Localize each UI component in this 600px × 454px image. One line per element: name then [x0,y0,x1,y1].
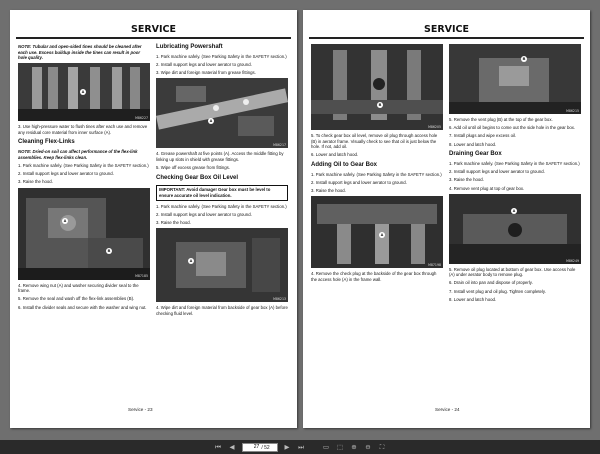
flex-links-note: NOTE: Dried-on soil can affect performance of the flex-link assemblies. Keep flex-links clean. [18,149,138,160]
oil-level-photo [311,44,443,130]
check-step-2: 2. Install support legs and lower aerator to ground. [156,211,252,217]
photo-code: M86249 [566,258,579,263]
flex-links-photo [18,188,150,280]
checking-gear-box-heading: Checking Gear Box Oil Level [156,174,239,181]
drain-photo [449,194,581,264]
drain-photo-image [449,194,581,264]
last-page-icon[interactable]: ⏭ [298,442,304,451]
first-page-icon[interactable]: ⏮ [215,442,221,451]
vent-plug-photo-image [449,44,581,114]
lube-step-5: 5. Wipe off excess grease from fittings. [156,165,230,171]
next-page-icon[interactable]: ▶ [284,442,290,451]
vent-step-8: 8. Lower and latch hood. [449,141,497,147]
add-step-2: 2. Install support legs and lower aerator to ground. [311,179,407,185]
powershaft-photo [156,78,288,148]
zoom-in-icon[interactable]: ⊕ [351,442,357,451]
left-column-2 [156,44,288,319]
check-plug-photo [311,196,443,268]
viewer-toolbar [0,440,600,454]
page-number-input[interactable] [249,444,259,451]
header-rule [309,37,584,39]
add-step-3: 3. Raise the hood. [311,188,346,194]
drain-step-4: 4. Remove vent plug at top of gear box. [449,185,525,191]
draining-gear-box-heading: Draining Gear Box [449,151,502,158]
callout-a: A [63,218,67,223]
lube-step-1: 1. Park machine safely. (See Parking Safety in the SAFETY section.) [156,53,287,59]
callout-b: B [522,57,526,61]
flex-step-4: 4. Remove wing nut (A) and washer securing divider seal to the frame. [18,282,139,294]
drain-step-8: 8. Lower and latch hood. [449,296,497,302]
check-step-1: 1. Park machine safely. (See Parking Safety in the SAFETY section.) [156,203,287,209]
total-pages: / 52 [261,444,270,451]
drain-step-5: 5. Remove oil plug located at bottom of gear box. Use access hole (A) under aerator body to remove plug. [449,266,576,278]
add-step-4: 4. Remove the check plug at the backside of the gear box through the access hole (A) in the frame wall. [311,271,437,282]
callout-a: A [380,233,384,238]
flex-step-3: 3. Raise the hood. [18,179,53,185]
check-step-3: 3. Raise the hood. [156,220,191,226]
photo-code: M86217 [273,143,286,148]
check-plug-photo-image [311,196,443,268]
vent-plug-photo [449,44,581,114]
fit-page-icon[interactable]: ▭ [322,442,330,451]
gear-box-photo [156,228,288,302]
page-number-box [242,443,278,452]
lubricating-powershaft-heading: Lubricating Powershaft [156,44,223,50]
zoom-out-icon[interactable]: ⊖ [365,442,371,451]
drain-step-2: 2. Install support legs and lower aerator to ground. [449,169,545,175]
photo-code: M86215 [566,108,579,113]
tines-note: NOTE: Tubular and open-sided tines should be cleaned after each use. Excess buildup inside the tines can result in poor hole quality. [18,44,142,61]
page-footer: Service - 24 [435,407,460,412]
flex-step-6: 6. Install the divider seals and secure with the washer and wing nut. [18,304,147,310]
photo-code: M87185 [135,274,148,279]
adding-oil-heading: Adding Oil to Gear Box [311,161,378,168]
callout-a: A [209,119,213,124]
page-23 [10,10,297,428]
flex-step-2: 2. Install support legs and lower aerator to ground. [18,171,114,177]
vent-step-7: 7. Install plugs and wipe excess oil. [449,133,517,139]
page-header: SERVICE [424,24,469,35]
add-step-1: 1. Park machine safely. (See Parking Safety in the SAFETY section.) [311,171,442,177]
powershaft-photo-image [156,78,288,148]
callout-b: B [107,248,111,253]
page-24 [303,10,590,428]
callout-a: A [512,208,516,213]
oil-step-5: 5. To check gear box oil level, remove oil plug through access hole (B) in aerator frame. Visually check to see that oil is just below the hole. If not, add oil. [311,133,438,150]
check-step-4: 4. Wipe dirt and foreign material from backside of gear box (A) before checking fluid level. [156,305,288,316]
lube-step-3: 3. Wipe dirt and foreign material from grease fittings. [156,70,256,76]
page-footer: Service - 23 [128,407,153,412]
fit-width-icon[interactable]: ⬚ [336,442,344,451]
flex-step-1: 1. Park machine safely. (See Parking Safety in the SAFETY section.) [18,163,149,169]
full-screen-icon[interactable]: ⛶ [379,442,385,451]
photo-code: M86227 [135,116,148,121]
lube-step-2: 2. Install support legs and lower aerator to ground. [156,62,252,68]
drain-step-1: 1. Park machine safely. (See Parking Safety in the SAFETY section.) [449,160,580,166]
oil-step-6: 6. Lower and latch hood. [311,152,359,158]
prev-page-icon[interactable]: ◀ [229,442,235,451]
oil-level-photo-image [311,44,443,130]
photo-code: M87198 [428,263,441,268]
photo-code: M86213 [273,297,286,302]
flex-links-photo-image [18,188,150,280]
callout-b: B [378,103,382,107]
tines-step-3: 3. Use high-pressure water to flush tines after each use and remove any residual core material from inner surface (A). [18,124,148,135]
callout-a: A [189,259,193,264]
right-column-2 [449,44,581,305]
important-notice: IMPORTANT: Avoid damage! Gear box must be level to ensure accurate oil level indication. [156,185,288,201]
callout-a: A [81,90,85,95]
left-column-1 [18,44,150,313]
cleaning-flex-links-heading: Cleaning Flex-Links [18,139,75,146]
drain-step-6: 6. Drain oil into pan and dispose of properly. [449,280,533,286]
vent-step-6: 6. Add oil until oil begins to come out the side hole in the gear box. [449,125,576,131]
drain-step-3: 3. Raise the hood. [449,177,484,183]
right-column-1 [311,44,443,285]
vent-step-5: 5. Remove the vent plug (B) at the top of the gear box. [449,117,553,122]
lube-step-4: 4. Grease powershaft at five points (A). Access the middle fitting by linking up slots in shield with grease fittings. [156,151,284,162]
page-header: SERVICE [131,24,176,35]
flex-step-5: 5. Remove the seal and wash off the flex-link assemblies (B). [18,296,135,302]
header-rule [16,37,291,39]
tines-photo [18,63,150,121]
photo-code: M86205 [428,124,441,129]
drain-step-7: 7. Install vent plug and oil plug. Tighten completely. [449,288,546,294]
gear-box-photo-image [156,228,288,302]
